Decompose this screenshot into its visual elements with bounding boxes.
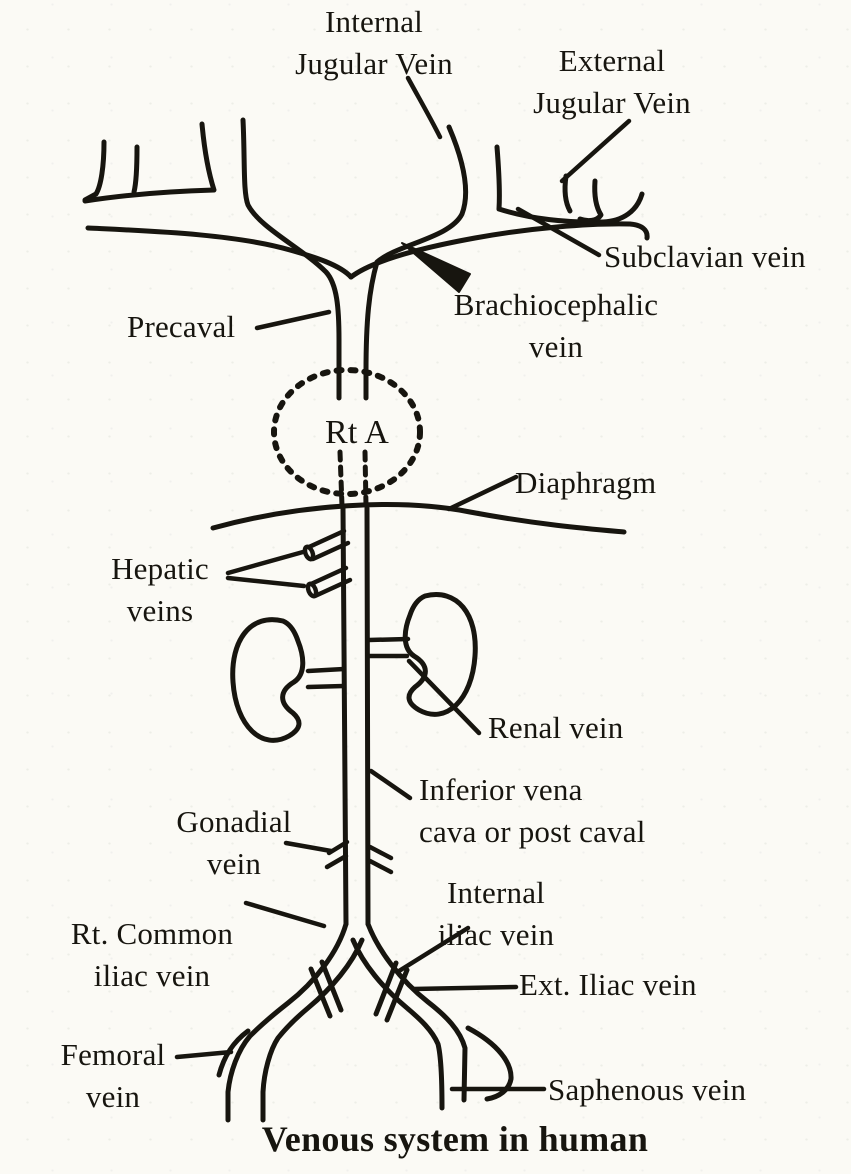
label-femoral-vein: Femoral vein: [60, 1037, 166, 1114]
external-jugular-stub-1: [565, 176, 570, 211]
gonadial-ticks-right: [370, 847, 391, 872]
leader-hepatic-upper: [228, 552, 303, 573]
leader-ext-iliac: [413, 987, 516, 989]
precaval-dashed-wall-left: [340, 452, 342, 506]
label-gonadial-vein: Gonadial vein: [176, 804, 292, 881]
gonadial-veins-drawing: [327, 842, 391, 872]
hepatic-vein-stub-1-opening: [303, 546, 314, 561]
label-brachiocephalic-vein: Brachiocephalic vein: [453, 287, 659, 364]
leader-precaval: [257, 312, 329, 328]
hepatic-vein-stub-2-opening: [306, 583, 317, 598]
label-renal-vein: Renal vein: [488, 710, 624, 745]
label-internal-jugular-vein: Internal Jugular Vein: [295, 4, 453, 81]
precaval-dashed-wall-right: [365, 452, 366, 506]
label-right-atrium: Rt A: [324, 414, 390, 451]
leader-hepatic-lower: [228, 578, 304, 586]
right-renal-vein-tube: [369, 639, 408, 656]
label-precaval: Precaval: [127, 309, 236, 344]
leader-internal-jugular: [408, 78, 440, 137]
left-subclavian-jugular-drawing: [85, 120, 351, 398]
label-inferior-vena-cava: Inferior vena cava or post caval: [419, 772, 646, 849]
leader-external-jugular: [562, 121, 629, 181]
label-hepatic-veins: Hepatic veins: [111, 551, 209, 628]
left-renal-vein-tube: [308, 669, 344, 687]
left-kidney-outline: [233, 620, 303, 741]
label-internal-iliac-vein: Internal iliac vein: [437, 875, 555, 952]
label-diaphragm: Diaphragm: [515, 465, 657, 500]
label-ext-iliac-vein: Ext. Iliac vein: [519, 967, 697, 1002]
left-subclavian-bottom-wall: [88, 228, 351, 277]
inferior-vena-cava-drawing: [343, 508, 368, 924]
external-jugular-stub-2: [580, 181, 601, 221]
leader-inferior-vena-cava: [371, 771, 410, 798]
label-subclavian-vein: Subclavian vein: [604, 239, 806, 274]
left-arm-branch-stub-1: [85, 142, 104, 200]
kidneys-drawing: [233, 595, 476, 741]
leader-diaphragm: [449, 477, 516, 509]
label-rt-common-iliac-vein: Rt. Common iliac vein: [70, 916, 234, 993]
leader-rt-common-iliac: [246, 903, 324, 926]
leader-femoral: [177, 1052, 231, 1057]
left-arm-branch-stub-2: [134, 147, 137, 192]
right-kidney-outline: [405, 595, 475, 715]
label-saphenous-vein: Saphenous vein: [548, 1072, 747, 1107]
diaphragm-curve: [213, 505, 624, 532]
leader-renal: [409, 661, 479, 733]
diagram-title: Venous system in human: [261, 1119, 649, 1159]
label-external-jugular-vein: External Jugular Vein: [533, 43, 691, 120]
